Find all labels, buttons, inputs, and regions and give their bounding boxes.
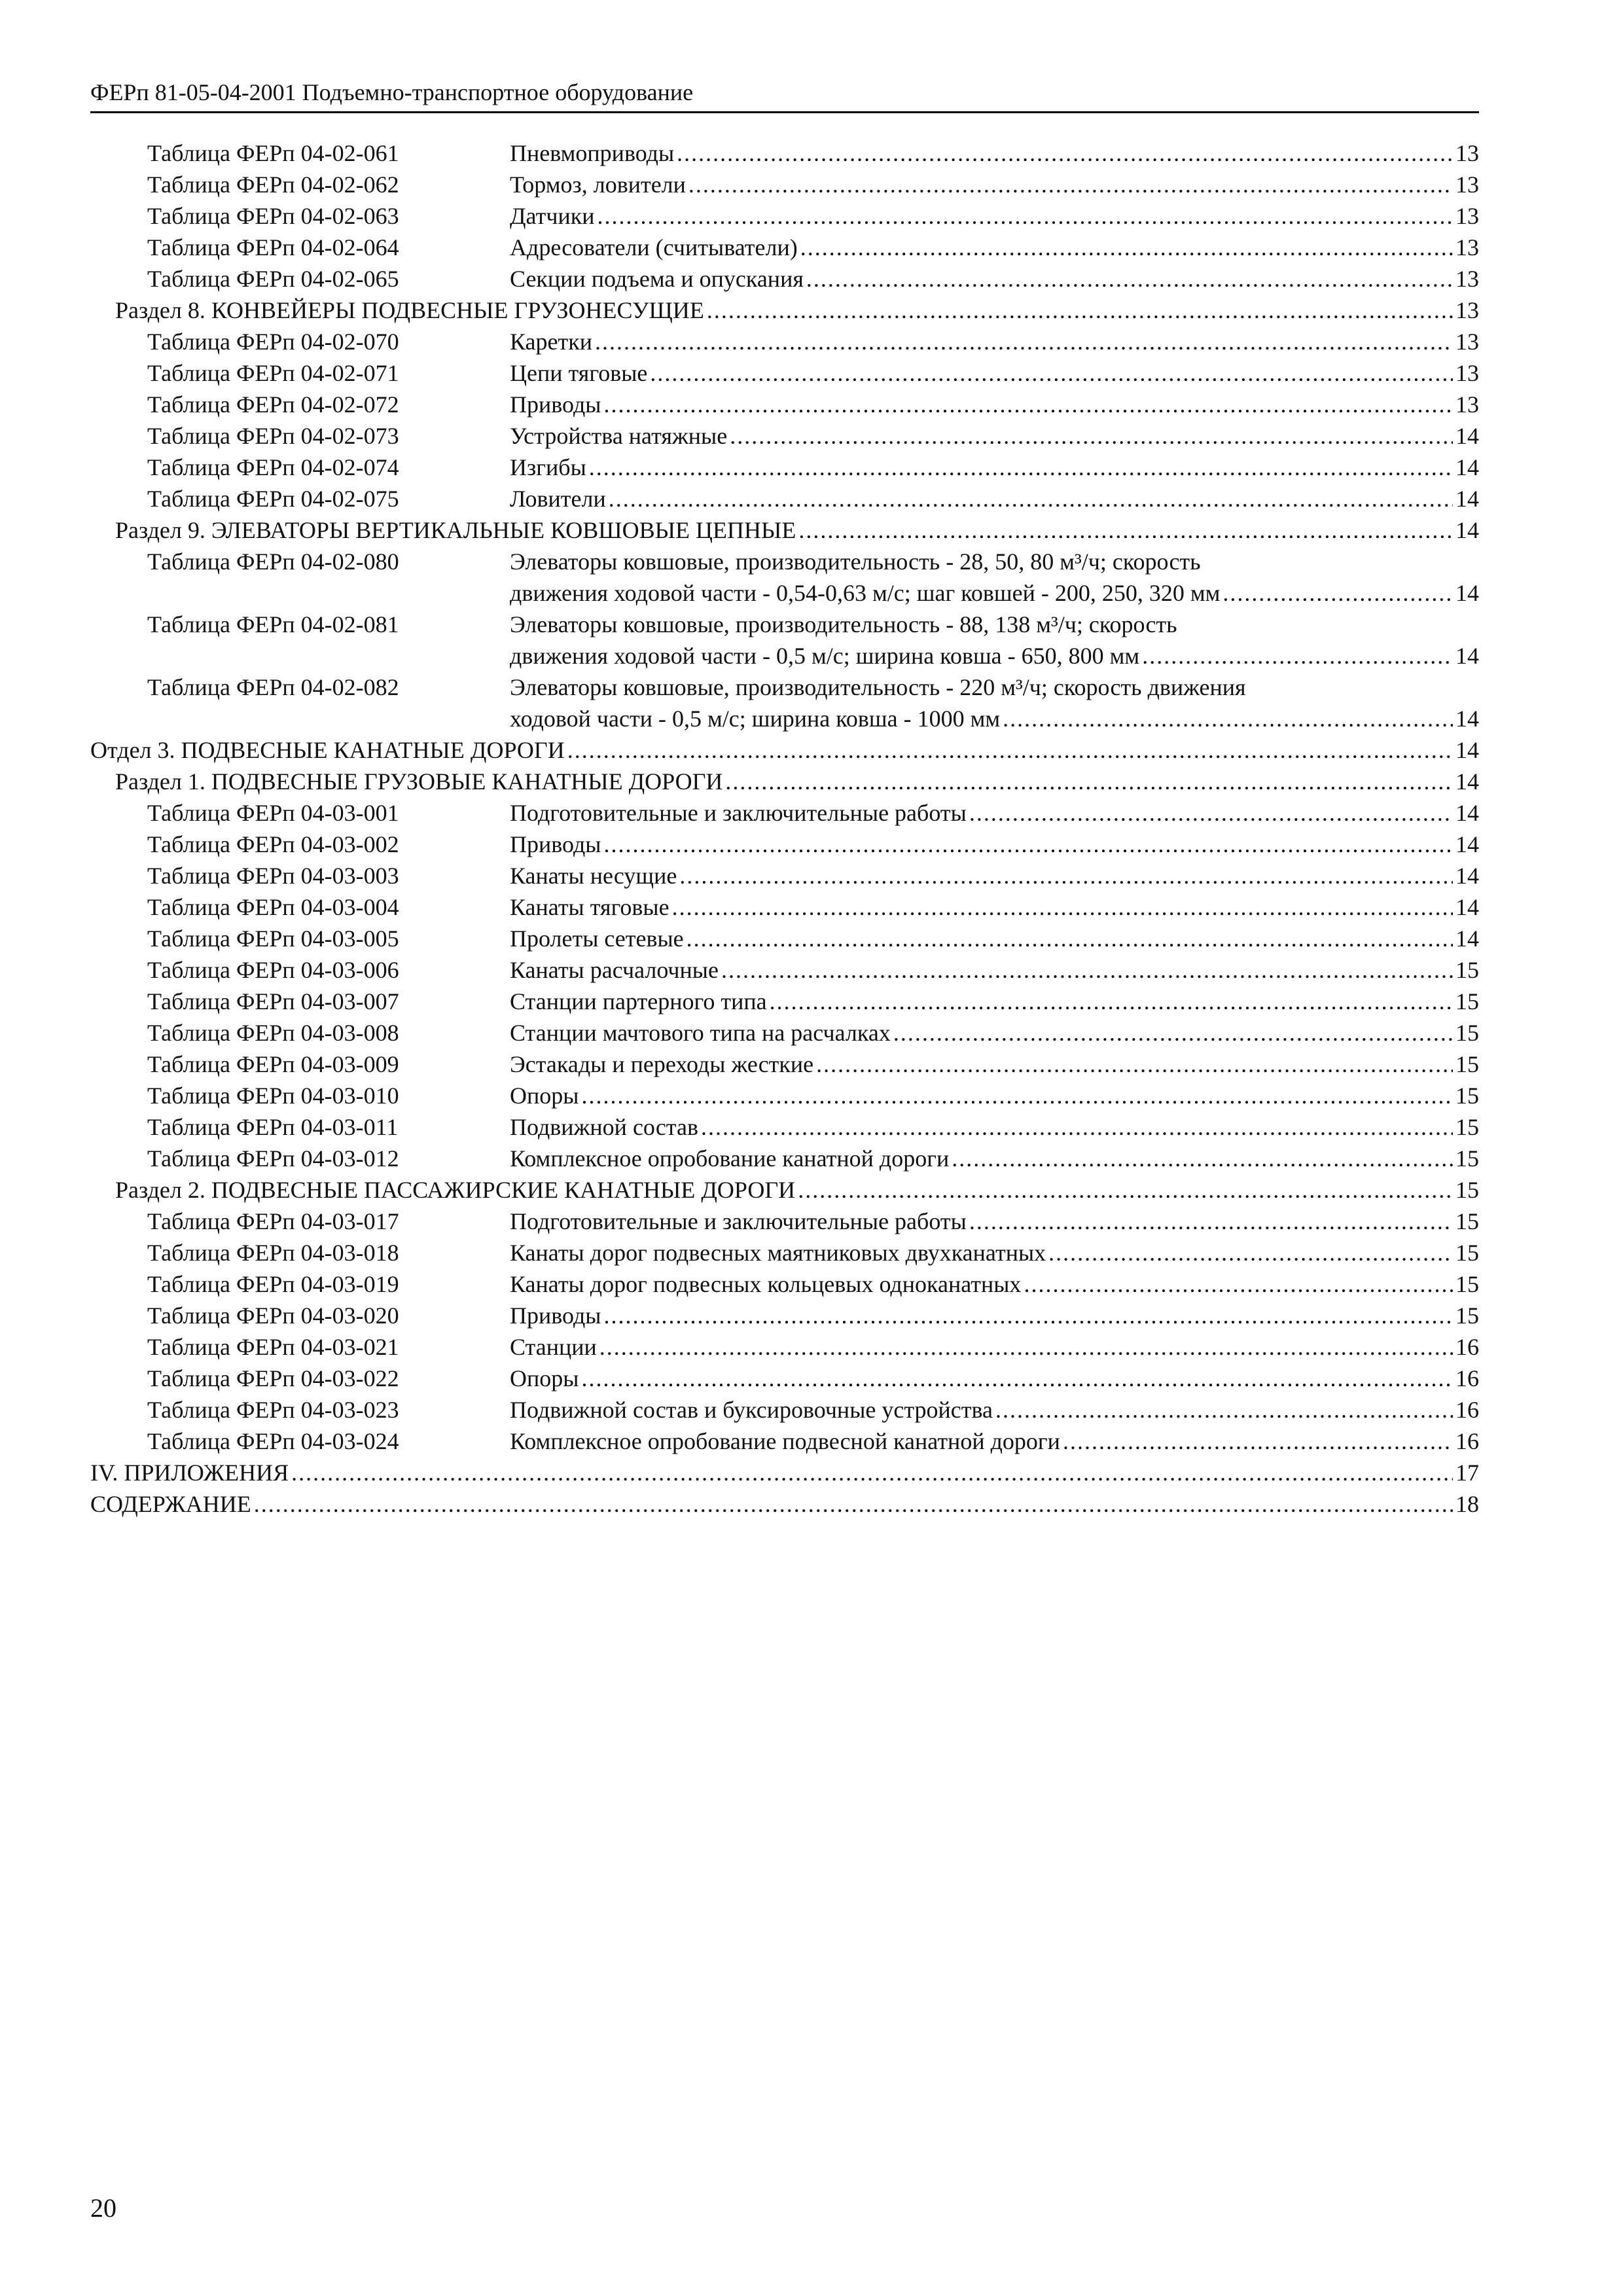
- toc-entry[interactable]: [90, 1080, 1479, 1111]
- toc-entry-title: Канаты дорог подвесных кольцевых одноканатных: [510, 1271, 1022, 1297]
- toc-entry-code: Таблица ФЕРп 04-03-001: [147, 800, 399, 826]
- dot-leader: [800, 232, 1453, 263]
- toc-entry-title-block: [510, 1080, 1479, 1111]
- dot-leader: [952, 1143, 1453, 1174]
- toc-entry-title: движения ходовой части - 0,5 м/с; ширина ковша - 650, 800 мм: [510, 643, 1140, 669]
- toc-entry-code: Таблица ФЕРп 04-02-073: [147, 423, 399, 449]
- toc-entry[interactable]: [90, 829, 1479, 860]
- toc-entry-code: Таблица ФЕРп 04-02-065: [147, 266, 399, 292]
- toc-entry[interactable]: [90, 1143, 1479, 1174]
- toc-entry-title: Эстакады и переходы жесткие: [510, 1051, 814, 1077]
- toc-entry[interactable]: [90, 1426, 1479, 1457]
- toc-entry-title-block: [510, 1268, 1479, 1300]
- toc-entry-title-line1: Элеваторы ковшовые, производительность - 28, 50, 80 м³/ч; скорость: [510, 548, 1201, 575]
- toc-entry-title-block: [510, 357, 1479, 389]
- toc-entry[interactable]: [90, 232, 1479, 263]
- toc-entry[interactable]: [90, 797, 1479, 829]
- dot-leader: [806, 263, 1453, 295]
- toc-entry-code: Таблица ФЕРп 04-03-005: [147, 925, 399, 952]
- toc-entry[interactable]: [90, 1206, 1479, 1237]
- toc-entry[interactable]: [90, 389, 1479, 420]
- toc-entry-title-line1: Элеваторы ковшовые, производительность - 220 м³/ч; скорость движения: [510, 674, 1246, 700]
- toc-entry-page: 16: [1455, 1428, 1479, 1454]
- toc-entry-page: 13: [1455, 140, 1479, 166]
- toc-entry-page: 13: [1455, 171, 1479, 198]
- toc-entry-title-block: [510, 1363, 1479, 1394]
- toc-entry-page: 15: [1455, 1145, 1479, 1172]
- toc-entry-code: Таблица ФЕРп 04-03-006: [147, 957, 399, 983]
- toc-entry-title-block: [510, 860, 1479, 891]
- toc-entry-title-block: [510, 1394, 1479, 1426]
- toc-entry-title: Каретки: [510, 329, 592, 355]
- dot-leader: [603, 389, 1453, 420]
- dot-leader: [816, 1049, 1453, 1080]
- toc-entry-page: 14: [1455, 863, 1479, 889]
- toc-entry[interactable]: [90, 200, 1479, 232]
- toc-entry[interactable]: [90, 766, 1479, 797]
- toc-entry-title: Изгибы: [510, 454, 586, 480]
- toc-entry-page: 16: [1455, 1334, 1479, 1360]
- toc-entry-title-block: [510, 1143, 1479, 1174]
- toc-entry-title-block: [510, 609, 1479, 672]
- toc-entry-code: Таблица ФЕРп 04-03-003: [147, 863, 399, 889]
- toc-entry-title-block: [510, 326, 1479, 357]
- toc-entry[interactable]: [90, 357, 1479, 389]
- toc-entry-page: 15: [1455, 1114, 1479, 1140]
- dot-leader: [589, 452, 1453, 483]
- toc-entry[interactable]: [90, 1049, 1479, 1080]
- toc-entry-page: 14: [1455, 831, 1479, 857]
- toc-entry-page: 15: [1455, 1302, 1479, 1329]
- toc-entry[interactable]: [90, 1111, 1479, 1143]
- toc-entry-page: 17: [1455, 1460, 1479, 1486]
- toc-entry-page: 13: [1455, 329, 1479, 355]
- toc-entry-code: Таблица ФЕРп 04-03-019: [147, 1271, 399, 1297]
- toc-entry-title: Ловители: [510, 486, 606, 512]
- toc-entry-title: Приводы: [510, 391, 601, 418]
- toc-entry[interactable]: [90, 452, 1479, 483]
- toc-entry-page: 13: [1455, 266, 1479, 292]
- toc-entry-title: Подготовительные и заключительные работы: [510, 800, 967, 826]
- toc-entry-code: Таблица ФЕРп 04-02-070: [147, 329, 399, 355]
- toc-entry-page: 15: [1455, 1208, 1479, 1234]
- toc-entry-title: Канаты дорог подвесных маятниковых двухканатных: [510, 1240, 1046, 1266]
- toc-entry[interactable]: [90, 986, 1479, 1017]
- table-of-contents: [90, 137, 1479, 1520]
- toc-entry-page: 15: [1455, 1177, 1479, 1203]
- toc-entry-title-block: [510, 546, 1479, 609]
- dot-leader: [603, 829, 1453, 860]
- toc-entry-title-block: [510, 1426, 1479, 1457]
- toc-entry-code: Таблица ФЕРп 04-03-009: [147, 1051, 399, 1077]
- toc-entry-title-block: [510, 672, 1479, 734]
- toc-entry[interactable]: [90, 483, 1479, 514]
- toc-entry[interactable]: [90, 263, 1479, 295]
- toc-entry[interactable]: [90, 137, 1479, 169]
- dot-leader: [291, 1457, 1453, 1488]
- toc-entry-title: Опоры: [510, 1365, 579, 1391]
- dot-leader: [603, 1300, 1453, 1331]
- toc-entry[interactable]: [90, 1331, 1479, 1363]
- toc-entry-code: Таблица ФЕРп 04-02-061: [147, 140, 399, 166]
- toc-entry[interactable]: [90, 1174, 1479, 1206]
- toc-entry-page: 13: [1455, 297, 1479, 323]
- dot-leader: [599, 1331, 1453, 1363]
- toc-entry-title: Подвижной состав: [510, 1114, 698, 1140]
- toc-entry-title: Приводы: [510, 831, 601, 857]
- toc-entry-page: 13: [1455, 391, 1479, 418]
- dot-leader: [609, 483, 1453, 514]
- toc-entry-code: Таблица ФЕРп 04-02-082: [147, 674, 399, 700]
- dot-leader: [1063, 1426, 1453, 1457]
- toc-entry-title-block: [510, 452, 1479, 483]
- toc-entry-title: движения ходовой части - 0,54-0,63 м/с; шаг ковшей - 200, 250, 320 мм: [510, 580, 1221, 606]
- toc-entry-page: 18: [1455, 1491, 1479, 1517]
- toc-entry[interactable]: [90, 860, 1479, 891]
- toc-entry-code: Таблица ФЕРп 04-03-004: [147, 894, 399, 920]
- dot-leader: [581, 1080, 1453, 1111]
- toc-entry-page: 14: [1455, 486, 1479, 512]
- dot-leader: [567, 734, 1453, 766]
- dot-leader: [1024, 1268, 1453, 1300]
- toc-entry-code: Таблица ФЕРп 04-02-075: [147, 486, 399, 512]
- dot-leader: [798, 1174, 1453, 1206]
- toc-entry[interactable]: [90, 169, 1479, 200]
- toc-entry[interactable]: [90, 295, 1479, 326]
- toc-entry-title-block: [510, 829, 1479, 860]
- toc-entry-title: Канаты расчалочные: [510, 957, 719, 983]
- toc-heading-title: Раздел 9. ЭЛЕВАТОРЫ ВЕРТИКАЛЬНЫЕ КОВШОВЫЕ ЦЕПНЫЕ: [115, 517, 796, 543]
- toc-entry-title-block: [510, 1237, 1479, 1268]
- toc-entry-page: 15: [1455, 957, 1479, 983]
- toc-entry-title-line1: Элеваторы ковшовые, производительность - 88, 138 м³/ч; скорость: [510, 611, 1177, 637]
- toc-entry-page: 14: [1455, 580, 1479, 606]
- toc-heading-title: Раздел 8. КОНВЕЙЕРЫ ПОДВЕСНЫЕ ГРУЗОНЕСУЩИЕ: [115, 297, 704, 323]
- dot-leader: [893, 1017, 1453, 1049]
- toc-entry-title: Опоры: [510, 1083, 579, 1109]
- toc-entry-page: 14: [1455, 643, 1479, 669]
- toc-heading-title: Раздел 1. ПОДВЕСНЫЕ ГРУЗОВЫЕ КАНАТНЫЕ ДОРОГИ: [115, 768, 723, 795]
- dot-leader: [995, 1394, 1453, 1426]
- toc-entry[interactable]: [90, 326, 1479, 357]
- toc-entry-title-block: [510, 420, 1479, 452]
- toc-entry-title: Устройства натяжные: [510, 423, 728, 449]
- dot-leader: [595, 326, 1453, 357]
- dot-leader: [650, 357, 1453, 389]
- toc-entry[interactable]: [90, 420, 1479, 452]
- toc-entry-page: 16: [1455, 1397, 1479, 1423]
- toc-entry-page: 14: [1455, 737, 1479, 763]
- toc-entry-page: 16: [1455, 1365, 1479, 1391]
- toc-heading-title: СОДЕРЖАНИЕ: [90, 1491, 251, 1517]
- toc-entry-code: Таблица ФЕРп 04-03-008: [147, 1020, 399, 1046]
- dot-leader: [969, 1206, 1453, 1237]
- dot-leader: [1222, 577, 1453, 609]
- toc-entry-title: Подвижной состав и буксировочные устройства: [510, 1397, 993, 1423]
- toc-heading-title: IV. ПРИЛОЖЕНИЯ: [90, 1460, 289, 1486]
- toc-entry-code: Таблица ФЕРп 04-02-080: [147, 548, 399, 575]
- toc-entry-code: Таблица ФЕРп 04-02-074: [147, 454, 399, 480]
- toc-entry-title-block: [510, 923, 1479, 954]
- toc-entry[interactable]: [90, 1394, 1479, 1426]
- toc-entry-title-block: [510, 137, 1479, 169]
- toc-entry-code: Таблица ФЕРп 04-02-064: [147, 234, 399, 260]
- toc-entry[interactable]: [90, 1457, 1479, 1488]
- toc-entry-code: Таблица ФЕРп 04-03-010: [147, 1083, 399, 1109]
- toc-entry-code: Таблица ФЕРп 04-03-017: [147, 1208, 399, 1234]
- toc-entry[interactable]: [90, 546, 1479, 609]
- toc-entry-title-block: [510, 1111, 1479, 1143]
- dot-leader: [688, 169, 1453, 200]
- toc-entry-title-block: [510, 1017, 1479, 1049]
- toc-entry-title: Секции подъема и опускания: [510, 266, 804, 292]
- toc-entry-code: Таблица ФЕРп 04-02-081: [147, 611, 399, 637]
- toc-entry[interactable]: [90, 514, 1479, 546]
- dot-leader: [597, 200, 1453, 232]
- dot-leader: [770, 986, 1453, 1017]
- toc-entry[interactable]: [90, 1268, 1479, 1300]
- dot-leader: [969, 797, 1453, 829]
- toc-entry[interactable]: [90, 609, 1479, 672]
- toc-entry-title-block: [510, 1206, 1479, 1237]
- toc-entry-page: 14: [1455, 517, 1479, 543]
- toc-entry-title: Станции: [510, 1334, 597, 1360]
- toc-entry[interactable]: [90, 672, 1479, 734]
- toc-entry-page: 13: [1455, 234, 1479, 260]
- toc-entry-title: Комплексное опробование канатной дороги: [510, 1145, 950, 1172]
- dot-leader: [679, 860, 1453, 891]
- dot-leader: [721, 954, 1453, 986]
- toc-entry[interactable]: [90, 1300, 1479, 1331]
- page-header: ФЕРп 81-05-04-2001 Подъемно-транспортное оборудование: [90, 77, 1479, 113]
- toc-entry-title: Станции мачтового типа на расчалках: [510, 1020, 891, 1046]
- toc-entry-code: Таблица ФЕРп 04-02-063: [147, 203, 399, 229]
- toc-entry-page: 15: [1455, 1020, 1479, 1046]
- toc-entry-page: 14: [1455, 706, 1479, 732]
- dot-leader: [1003, 703, 1453, 734]
- dot-leader: [701, 1111, 1453, 1143]
- toc-entry-page: 14: [1455, 894, 1479, 920]
- toc-entry[interactable]: [90, 954, 1479, 986]
- toc-entry-page: 15: [1455, 1051, 1479, 1077]
- toc-entry-page: 14: [1455, 768, 1479, 795]
- toc-entry-page: 14: [1455, 800, 1479, 826]
- toc-entry-title: Датчики: [510, 203, 595, 229]
- toc-entry-title: Цепи тяговые: [510, 360, 648, 386]
- toc-entry-page: 13: [1455, 203, 1479, 229]
- toc-entry-page: 14: [1455, 925, 1479, 952]
- toc-entry-title: Подготовительные и заключительные работы: [510, 1208, 967, 1234]
- toc-entry-code: Таблица ФЕРп 04-02-062: [147, 171, 399, 198]
- toc-entry-title-block: [510, 986, 1479, 1017]
- toc-entry[interactable]: [90, 891, 1479, 923]
- toc-entry-title: Станции партерного типа: [510, 988, 767, 1014]
- toc-entry-code: Таблица ФЕРп 04-03-023: [147, 1397, 399, 1423]
- toc-entry-title-block: [510, 1331, 1479, 1363]
- toc-entry[interactable]: [90, 1488, 1479, 1520]
- toc-entry-title: Пролеты сетевые: [510, 925, 684, 952]
- toc-entry[interactable]: [90, 923, 1479, 954]
- toc-entry-title-block: [510, 797, 1479, 829]
- toc-entry-title: ходовой части - 0,5 м/с; ширина ковша - 1000 мм: [510, 706, 1001, 732]
- toc-entry-code: Таблица ФЕРп 04-03-022: [147, 1365, 399, 1391]
- toc-entry-title-block: [510, 1049, 1479, 1080]
- toc-entry-code: Таблица ФЕРп 04-03-012: [147, 1145, 399, 1172]
- dot-leader: [707, 295, 1453, 326]
- toc-entry-title-block: [510, 483, 1479, 514]
- toc-entry-title: Тормоз, ловители: [510, 171, 686, 198]
- toc-entry[interactable]: [90, 1363, 1479, 1394]
- toc-entry-code: Таблица ФЕРп 04-03-018: [147, 1240, 399, 1266]
- toc-entry-title: Канаты тяговые: [510, 894, 669, 920]
- toc-entry-title-block: [510, 200, 1479, 232]
- page-number: 20: [90, 2193, 116, 2223]
- dot-leader: [687, 923, 1453, 954]
- toc-entry[interactable]: [90, 1017, 1479, 1049]
- toc-entry-title-block: [510, 169, 1479, 200]
- toc-entry-code: Таблица ФЕРп 04-03-002: [147, 831, 399, 857]
- toc-entry-page: 15: [1455, 988, 1479, 1014]
- toc-entry-title: Пневмоприводы: [510, 140, 675, 166]
- toc-entry-page: 14: [1455, 454, 1479, 480]
- toc-entry-title: Канаты несущие: [510, 863, 677, 889]
- toc-entry-title-block: [510, 1300, 1479, 1331]
- toc-entry-title: Приводы: [510, 1302, 601, 1329]
- toc-entry-code: Таблица ФЕРп 04-03-024: [147, 1428, 399, 1454]
- toc-entry-page: 15: [1455, 1271, 1479, 1297]
- toc-entry-page: 15: [1455, 1083, 1479, 1109]
- dot-leader: [1142, 640, 1453, 672]
- toc-heading-title: Раздел 2. ПОДВЕСНЫЕ ПАССАЖИРСКИЕ КАНАТНЫЕ ДОРОГИ: [115, 1177, 796, 1203]
- toc-entry-title-block: [510, 954, 1479, 986]
- toc-entry-title-block: [510, 263, 1479, 295]
- dot-leader: [725, 766, 1453, 797]
- toc-entry-page: 15: [1455, 1240, 1479, 1266]
- dot-leader: [672, 891, 1453, 923]
- toc-entry-code: Таблица ФЕРп 04-03-007: [147, 988, 399, 1014]
- toc-entry-code: Таблица ФЕРп 04-03-011: [147, 1114, 399, 1140]
- toc-entry-title-block: [510, 891, 1479, 923]
- toc-entry-code: Таблица ФЕРп 04-02-072: [147, 391, 399, 418]
- toc-entry[interactable]: [90, 734, 1479, 766]
- toc-entry-title-block: [510, 389, 1479, 420]
- toc-entry-title: Комплексное опробование подвесной канатной дороги: [510, 1428, 1060, 1454]
- toc-entry-page: 14: [1455, 423, 1479, 449]
- toc-entry-title-block: [510, 232, 1479, 263]
- toc-heading-title: Отдел 3. ПОДВЕСНЫЕ КАНАТНЫЕ ДОРОГИ: [90, 737, 565, 763]
- toc-entry[interactable]: [90, 1237, 1479, 1268]
- toc-entry-code: Таблица ФЕРп 04-03-020: [147, 1302, 399, 1329]
- dot-leader: [730, 420, 1453, 452]
- dot-leader: [1048, 1237, 1453, 1268]
- dot-leader: [254, 1488, 1453, 1520]
- toc-entry-page: 13: [1455, 360, 1479, 386]
- toc-entry-code: Таблица ФЕРп 04-03-021: [147, 1334, 399, 1360]
- dot-leader: [581, 1363, 1453, 1394]
- dot-leader: [677, 137, 1453, 169]
- toc-entry-code: Таблица ФЕРп 04-02-071: [147, 360, 399, 386]
- toc-entry-title: Адресователи (считыватели): [510, 234, 798, 260]
- dot-leader: [798, 514, 1453, 546]
